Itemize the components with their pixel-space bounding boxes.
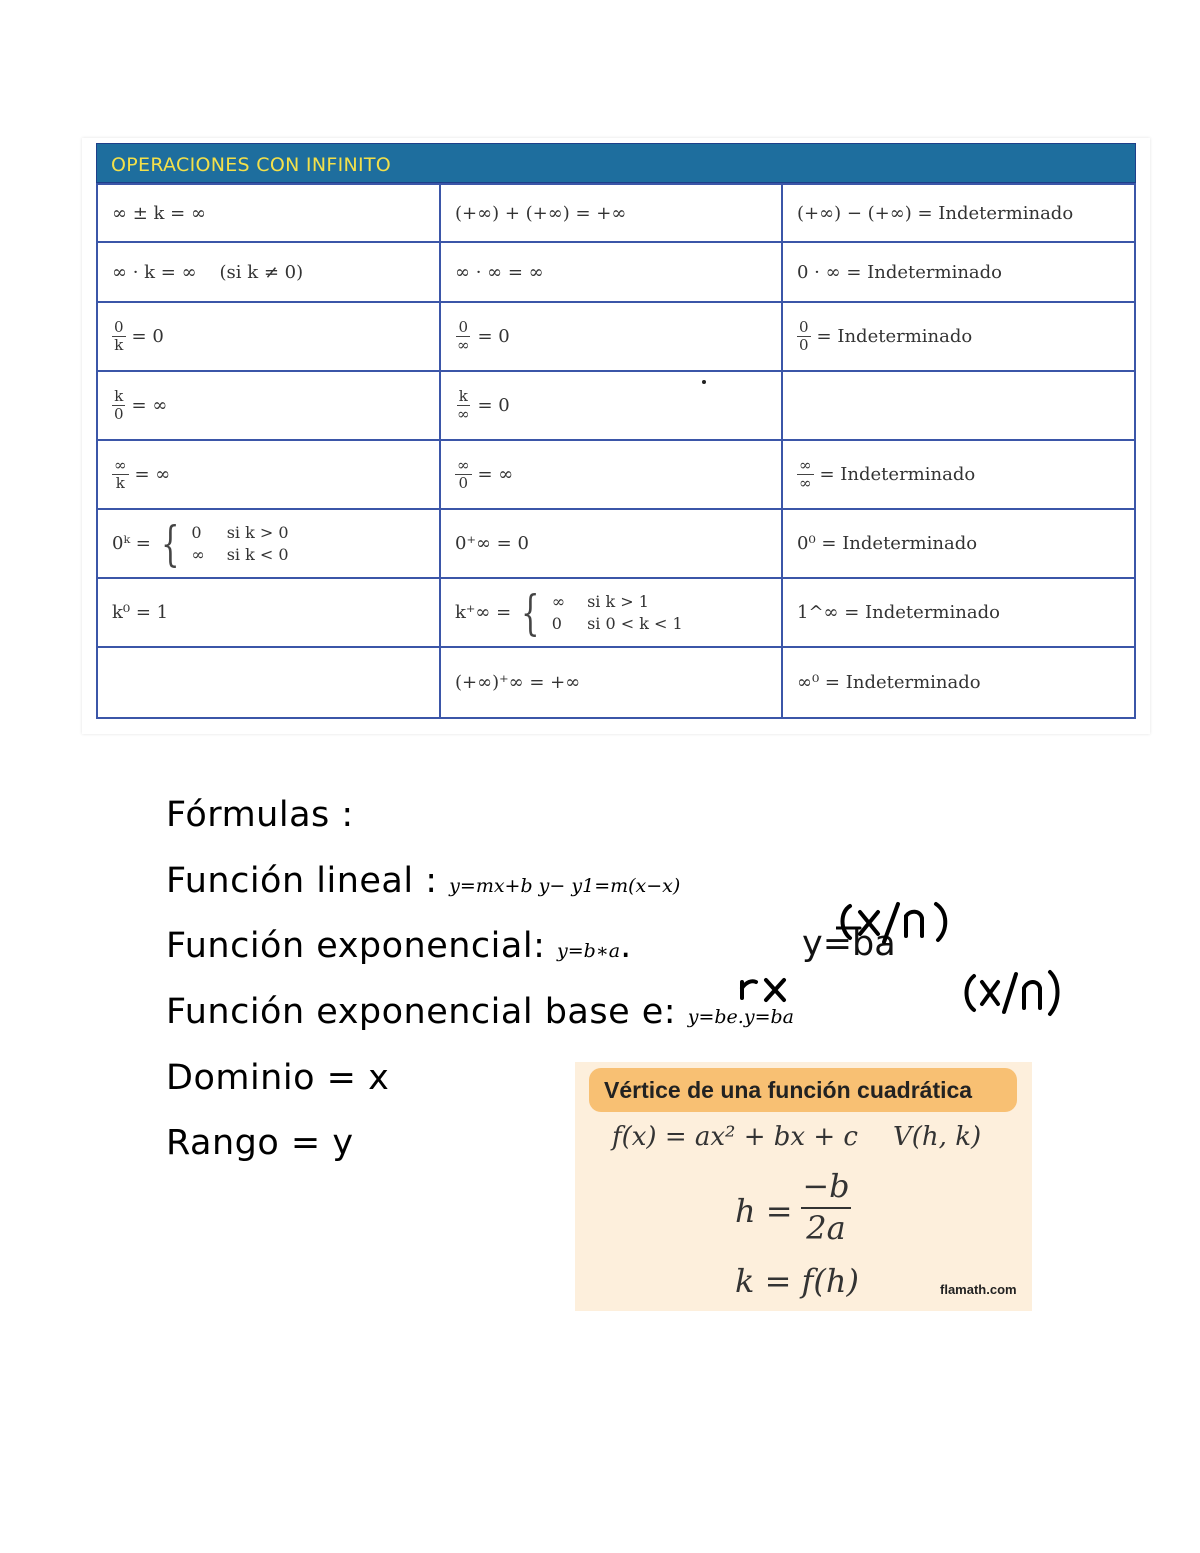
fraction: $\frac{\infty}{\infty}$ [799, 456, 812, 492]
fraction: $\frac{k}{\infty}$ [457, 387, 470, 423]
quadratic-equation: f(x) = ax² + bx + c [612, 1122, 858, 1152]
fraction: $\frac{0}{\infty}$ [457, 318, 470, 354]
table-cell: $\frac{0}{\infty}$ = 0 [441, 303, 783, 372]
table-title: OPERACIONES CON INFINITO [111, 154, 392, 176]
linear-function-formula: y=mx+b y− y1=m(x−x) [449, 875, 681, 897]
h-denominator: 2a [806, 1209, 846, 1247]
range-line: Rango = y [166, 1123, 354, 1163]
exponential-base-e-line [166, 992, 794, 1032]
table-cell: $\frac{0}{0}$ = Indeterminado [783, 303, 1134, 372]
k-formula: k = f(h) [735, 1262, 859, 1300]
table-header [96, 143, 1136, 183]
exponential-function-label: Función exponencial: [166, 926, 546, 966]
table-cell: 0 · ∞ = Indeterminado [783, 243, 1134, 303]
table-cell: 0⁺∞ = 0 [441, 510, 783, 579]
linear-function-label: Función lineal : [166, 861, 438, 901]
vertex-notation: V(h, k) [893, 1122, 982, 1152]
table-cell [441, 579, 783, 648]
table-cell: 0⁰ = Indeterminado [783, 510, 1134, 579]
formulas-heading: Fórmulas : [166, 795, 354, 835]
table-cell-empty [98, 648, 441, 717]
fraction: $\frac{\infty}{0}$ [457, 456, 470, 492]
table-cell: ∞ · ∞ = ∞ [441, 243, 783, 303]
table-cell: $\frac{\infty}{0}$ = ∞ [441, 441, 783, 510]
table-cell: $\frac{k}{0}$ = ∞ [98, 372, 441, 441]
h-numerator: −b [801, 1167, 851, 1209]
table-cell: (+∞) − (+∞) = Indeterminado [783, 185, 1134, 243]
exponential-handwritten-base: y=ba [802, 924, 896, 964]
source-credit: flamath.com [940, 1282, 1017, 1297]
card-title: Vértice de una función cuadrática [604, 1077, 973, 1103]
exponential-function-line: Función exponencial: y=b∗a. [166, 926, 632, 966]
handwritten-exponent-right [962, 966, 1062, 1022]
table-cell: $\frac{\infty}{\infty}$ = Indeterminado [783, 441, 1134, 510]
handwritten-rx [736, 974, 796, 1004]
piecewise-expression: 0ᵏ = { 0 si k > 0 ∞ si k < 0 [112, 515, 289, 572]
exponential-function-formula: y=b∗a [557, 940, 621, 962]
stray-dot [702, 380, 706, 384]
card-title-bar [589, 1068, 1017, 1112]
table-cell: $\frac{k}{\infty}$ = 0 [441, 372, 783, 441]
exponential-base-e-label: Función exponencial base e: [166, 992, 677, 1032]
table-cell: (+∞)⁺∞ = +∞ [441, 648, 783, 717]
fraction: $\frac{k}{0}$ [114, 387, 124, 423]
linear-function-line [166, 861, 680, 901]
fraction: $\frac{0}{0}$ [799, 318, 809, 354]
exponential-base-e-formula: y=be.y=ba [687, 1006, 794, 1028]
table-cell: k⁰ = 1 [98, 579, 441, 648]
fraction: $\frac{0}{k}$ [114, 318, 124, 354]
table-cell: (+∞) + (+∞) = +∞ [441, 185, 783, 243]
domain-line: Dominio = x [166, 1058, 390, 1098]
table-cell [98, 510, 441, 579]
h-formula-fraction [801, 1167, 851, 1247]
table-cell: $\frac{\infty}{k}$ = ∞ [98, 441, 441, 510]
table-cell: ∞ ± k = ∞ [98, 185, 441, 243]
table-cell: ∞ · k = ∞ (si k ≠ 0) [98, 243, 441, 303]
infinity-operations-table-image [82, 138, 1150, 734]
fraction: $\frac{\infty}{k}$ [114, 456, 127, 492]
handwritten-exponent-top [836, 898, 954, 954]
table-cell: 1^∞ = Indeterminado [783, 579, 1134, 648]
quadratic-vertex-card [575, 1062, 1032, 1311]
table-grid [96, 183, 1136, 719]
table-cell: ∞⁰ = Indeterminado [797, 672, 981, 693]
table-cell: $\frac{0}{k}$ = 0 [98, 303, 441, 372]
h-formula-lhs: h = [735, 1192, 793, 1230]
piecewise-expression: k⁺∞ = { ∞ si k > 1 0 si 0 < k < 1 [455, 584, 683, 641]
table-cell-empty [783, 372, 1134, 441]
